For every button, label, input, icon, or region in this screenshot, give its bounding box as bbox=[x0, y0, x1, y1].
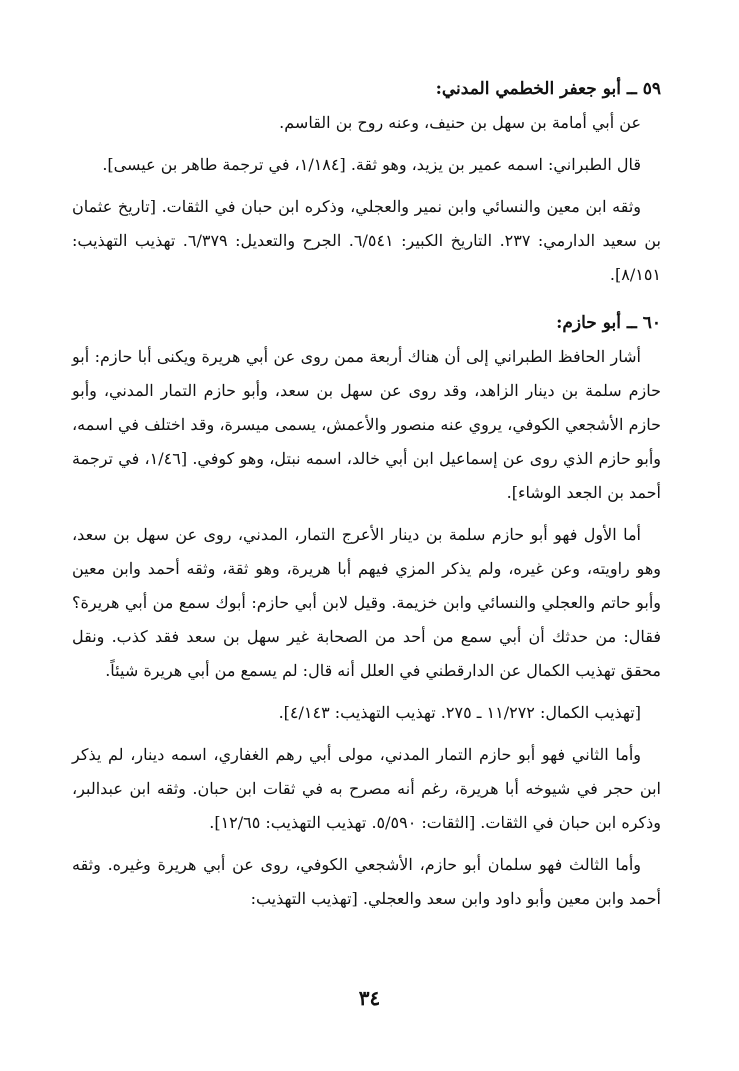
entry-60-paragraph: [تهذيب الكمال: ١١/٢٧٢ ـ ٢٧٥. تهذيب التهذيب: ٤/١٤٣]. bbox=[278, 703, 641, 722]
entry-60-paragraph: أما الأول فهو أبو حازم سلمة بن دينار الأعرج التمار، المدني، روى عن سهل بن سعد، وهو راويته، وعن غيره، ولم يذكر المزي فيهم أبا هريرة، وهو ثقة، وثقه أحمد وابن معين وأبو حاتم والعجلي والنسائي وابن خزيمة. وقيل لابن أبي حازم: أبوك سمع من أبي هريرة؟ فقال: من حدثك أن أبي سمع من أحد من الصحابة غير سهل بن سعد فقد كذب. ونقل محقق تهذيب الكمال عن الدارقطني في العلل أنه قال: لم يسمع من أبي هريرة شيئاً. bbox=[72, 525, 661, 680]
entry-59-paragraph: عن أبي أمامة بن سهل بن حنيف، وعنه روح بن القاسم. bbox=[279, 113, 641, 132]
entry-60-heading: ٦٠ ــ أبو حازم: bbox=[556, 313, 661, 333]
entry-59-paragraph: وثقه ابن معين والنسائي وابن نمير والعجلي، وذكره ابن حبان في الثقات. [تاريخ عثمان بن سعيد الدارمي: ٢٣٧. التاريخ الكبير: ٦/٥٤١. الجرح والتعديل: ٦/٣٧٩. تهذيب التهذيب: ٨/١٥١]. bbox=[72, 197, 662, 284]
entry-60-paragraph: أشار الحافظ الطبراني إلى أن هناك أربعة ممن روى عن أبي هريرة ويكنى أبا حازم: أبو حازم سلمة بن دينار الزاهد، وقد روى عن سهل بن سعد، وأبو حازم التمار المدني، وأبو حازم الأشجعي الكوفي، يروي عنه منصور والأعمش، يسمى ميسرة، وقد اختلف في اسمه، وأبو حازم الذي روى عن إسماعيل ابن أبي خالد، اسمه نبتل، وهو كوفي. [١/٤٦، في ترجمة أحمد بن الجعد الوشاء]. bbox=[72, 347, 661, 502]
entry-59-paragraph: قال الطبراني: اسمه عمير بن يزيد، وهو ثقة. [١/١٨٤، في ترجمة طاهر بن عيسى]. bbox=[102, 155, 641, 174]
page-body bbox=[72, 72, 661, 924]
entry-60-paragraph: وأما الثاني فهو أبو حازم التمار المدني، مولى أبي رهم الغفاري، اسمه دينار، لم يذكر ابن حجر في شيوخه أبا هريرة، رغم أنه مصرح به في ثقات ابن حبان. وثقه ابن عبدالبر، وذكره ابن حبان في الثقات. [الثقات: ٥/٥٩٠. تهذيب التهذيب: ١٢/٦٥]. bbox=[72, 745, 661, 832]
page-number: ٣٤ bbox=[358, 986, 381, 1010]
entry-59-heading: ٥٩ ــ أبو جعفر الخطمي المدني: bbox=[435, 79, 661, 99]
entry-60-paragraph: وأما الثالث فهو سلمان أبو حازم، الأشجعي الكوفي، روى عن أبي هريرة وغيره. وثقه أحمد وابن معين وأبو داود وابن سعد والعجلي. [تهذيب التهذيب: bbox=[72, 855, 661, 908]
